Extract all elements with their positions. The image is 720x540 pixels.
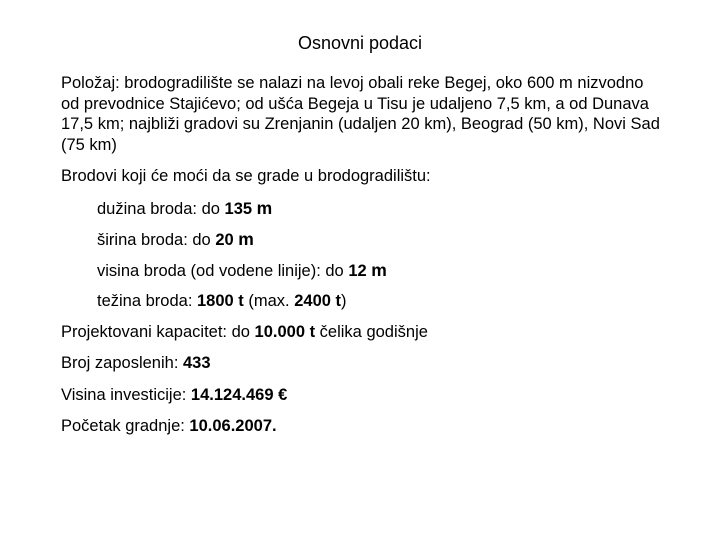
ship-height-unit: m <box>371 259 387 280</box>
capacity-label: Projektovani kapacitet: do <box>61 322 255 341</box>
employees-label: Broj zaposlenih: <box>61 354 183 372</box>
content-body <box>61 73 661 448</box>
ship-length-label: dužina broda: do <box>97 199 225 218</box>
capacity-line <box>61 322 661 343</box>
ship-height-label: visina broda (od vodene linije): do <box>97 261 349 280</box>
ship-length-unit: m <box>256 197 273 218</box>
ship-weight-label: težina broda: <box>97 291 197 310</box>
ship-weight-value: 1800 <box>196 291 234 310</box>
employees-value: 433 <box>183 354 211 372</box>
page-title: Osnovni podaci <box>297 33 423 53</box>
start-line <box>61 416 661 437</box>
investment-label: Visina investicije: <box>61 385 191 404</box>
capacity-value: 10.000 <box>254 322 305 341</box>
ship-width-value: 20 <box>215 230 234 249</box>
ship-weight-unit: t <box>238 291 244 310</box>
ship-weight-max-unit: t <box>335 291 342 310</box>
ship-width-item <box>97 229 661 249</box>
investment-value: 14.124.469 € <box>190 385 288 404</box>
capacity-unit: t <box>309 322 316 341</box>
start-label: Početak gradnje: <box>61 417 190 435</box>
ships-intro: Brodovi koji će moći da se grade u brodogradilištu: <box>61 167 431 185</box>
ship-weight-item <box>97 291 661 311</box>
ship-height-item <box>97 260 661 280</box>
ship-height-value: 12 <box>348 261 367 280</box>
location-paragraph: Položaj: brodogradilište se nalazi na levoj obali reke Begej, oko 600 m nizvodno od prevodnice Stajićevo; od ušća Begeja u Tisu je udaljeno 7,5 km, a od Dunava 17,5 km; najbliži gradovi su Zrenjanin (udaljen 20 km), Beograd (50 km), Novi Sad (75 km) <box>61 74 660 154</box>
ship-width-label: širina broda: do <box>97 230 216 249</box>
ship-weight-max-open: (max. <box>243 291 295 310</box>
ship-length-value: 135 <box>224 199 253 218</box>
ship-weight-max-close: ) <box>341 291 347 310</box>
start-value: 10.06.2007. <box>189 417 277 435</box>
employees-line <box>61 353 661 374</box>
capacity-suffix: čelika godišnje <box>315 322 428 341</box>
ship-weight-max-value: 2400 <box>294 291 331 310</box>
investment-line <box>61 385 661 406</box>
ship-width-unit: m <box>238 228 254 249</box>
ship-length-item <box>97 198 661 218</box>
